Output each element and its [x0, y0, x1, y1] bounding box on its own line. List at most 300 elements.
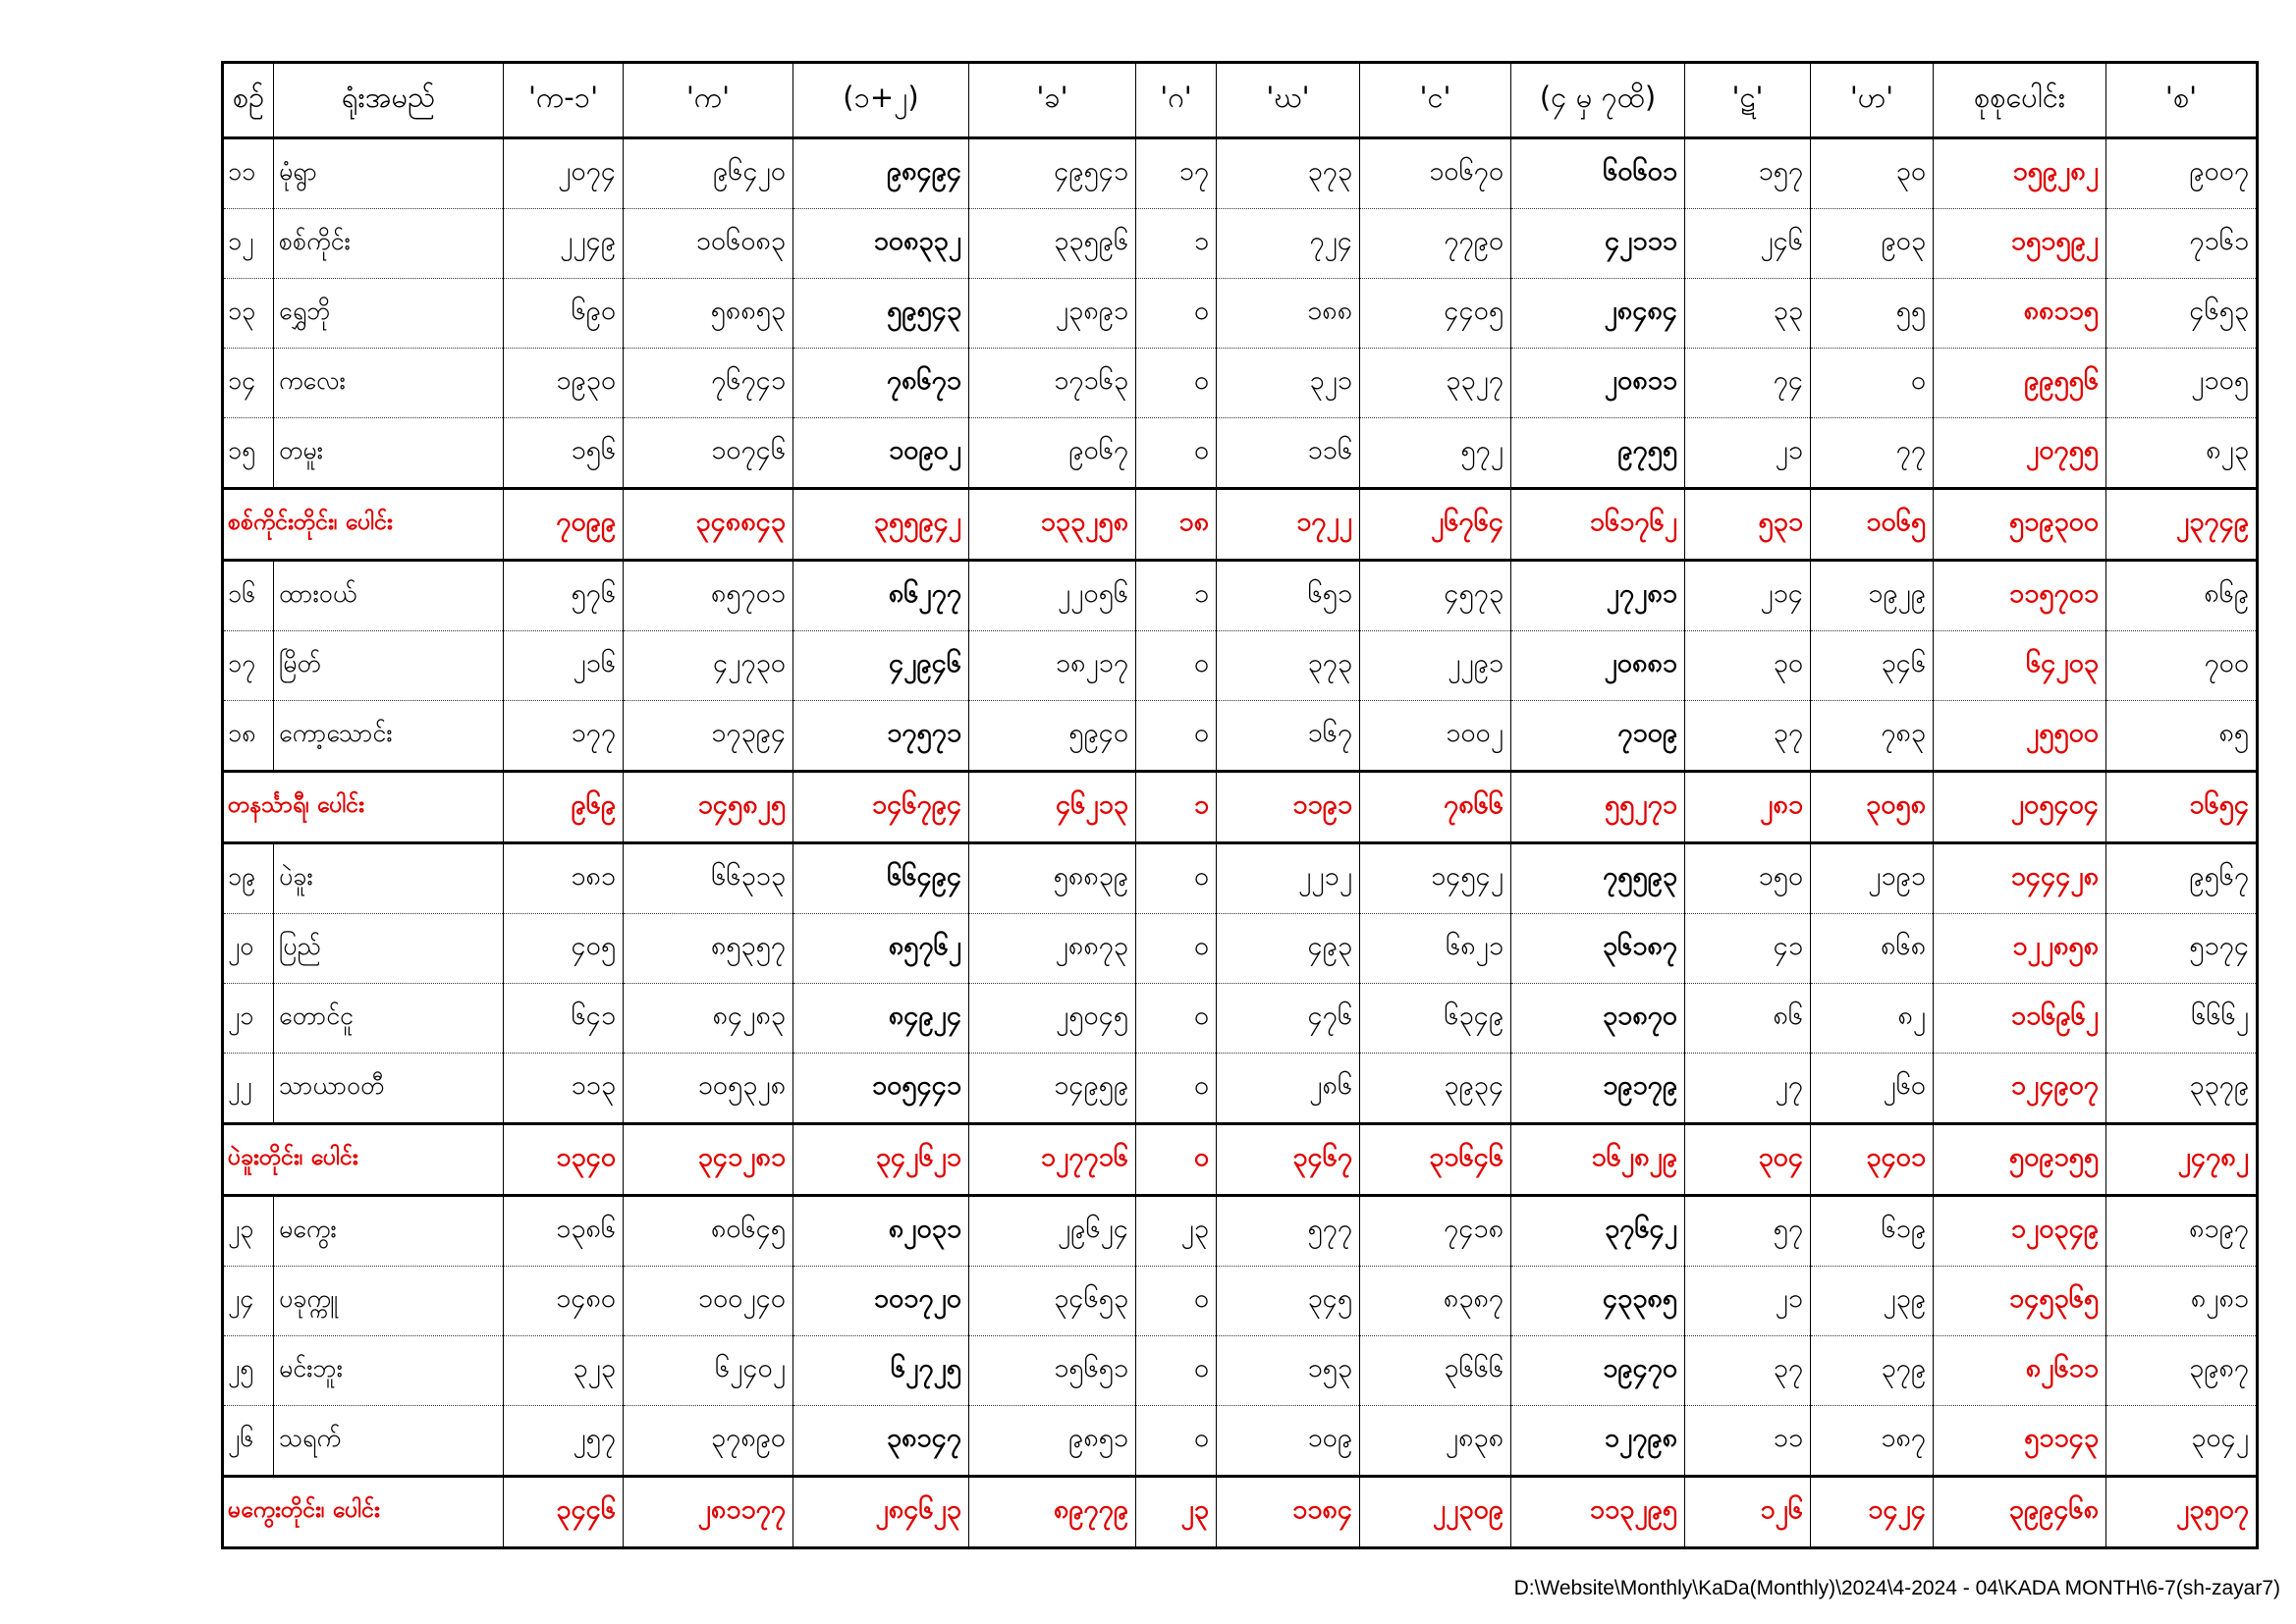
sum-4-7-cell: ၄၂၁၁၁	[1511, 209, 1685, 279]
table-row	[223, 1054, 2258, 1124]
ka-cell: ၁၀၅၃၂၈	[624, 1054, 793, 1124]
tta-cell: ၂၁	[1685, 1267, 1811, 1336]
ka1-cell: ၇၀၉၉	[504, 489, 624, 561]
ha-cell: ၈၂	[1811, 984, 1934, 1054]
kha-cell: ၁၇၁၆၃	[969, 349, 1136, 418]
ka1-cell: ၁၅၆	[504, 418, 624, 489]
nga-cell: ၂၈၃၈	[1360, 1406, 1511, 1477]
ka-cell: ၇၆၇၄၁	[624, 349, 793, 418]
ka1-cell: ၉၆၉	[504, 772, 624, 843]
nga-cell: ၂၂၃၀၉	[1360, 1477, 1511, 1548]
ka-cell: ၃၄၁၂၈၁	[624, 1124, 793, 1196]
nga-cell: ၆၈၂၁	[1360, 914, 1511, 984]
ka-cell: ၅၈၈၅၃	[624, 279, 793, 349]
sa-cell: ၈၂၃	[2106, 418, 2258, 489]
kha-cell: ၃၄၆၅၃	[969, 1267, 1136, 1336]
tta-cell: ၅၃၁	[1685, 489, 1811, 561]
sum-4-7-cell: ၇၅၅၉၃	[1511, 843, 1685, 914]
ha-cell: ၉၀၃	[1811, 209, 1934, 279]
table-row	[223, 1196, 2258, 1267]
subtotal-row	[223, 1124, 2258, 1196]
table-row	[223, 138, 2258, 209]
sum-1-2-cell: ၈၆၂၇၇	[793, 561, 969, 631]
ha-cell: ၇၈၃	[1811, 701, 1934, 772]
ga-cell: ၀	[1136, 1054, 1217, 1124]
ga-cell: ၀	[1136, 914, 1217, 984]
serial-cell: ၁၃	[223, 279, 274, 349]
ha-cell: ၂၁၉၁	[1811, 843, 1934, 914]
kha-cell: ၁၄၉၅၉	[969, 1054, 1136, 1124]
grand-total-cell: ၂၅၅၀၀	[1934, 701, 2106, 772]
ga-cell: ၂၃	[1136, 1477, 1217, 1548]
gha-cell: ၄၇၆	[1217, 984, 1360, 1054]
sa-cell: ၉၅၆၇	[2106, 843, 2258, 914]
ga-cell: ၁၈	[1136, 489, 1217, 561]
gha-cell: ၃၇၃	[1217, 138, 1360, 209]
ka-cell: ၈၀၆၄၅	[624, 1196, 793, 1267]
gha-cell: ၁၁၉၁	[1217, 772, 1360, 843]
table-row	[223, 631, 2258, 701]
serial-cell: ၁၆	[223, 561, 274, 631]
serial-cell: ၁၅	[223, 418, 274, 489]
gha-cell: ၄၉၃	[1217, 914, 1360, 984]
office-name-cell: ကော့သောင်း	[274, 701, 504, 772]
office-name-cell: ပဲခူး	[274, 843, 504, 914]
sum-4-7-cell: ၂၇၂၈၁	[1511, 561, 1685, 631]
tta-cell: ၇၄	[1685, 349, 1811, 418]
sum-4-7-cell: ၉၇၅၅	[1511, 418, 1685, 489]
ka-cell: ၆၂၄၀၂	[624, 1336, 793, 1406]
serial-cell: ၂၄	[223, 1267, 274, 1336]
grand-total-cell: ၈၂၆၁၁	[1934, 1336, 2106, 1406]
tta-cell: ၄၁	[1685, 914, 1811, 984]
ha-cell: ၈၆၈	[1811, 914, 1934, 984]
sum-1-2-cell: ၈၄၉၂၄	[793, 984, 969, 1054]
ka-cell: ၉၆၄၂၀	[624, 138, 793, 209]
table-row	[223, 843, 2258, 914]
ka1-cell: ၁၉၃၀	[504, 349, 624, 418]
serial-cell: ၂၂	[223, 1054, 274, 1124]
sum-4-7-cell: ၁၁၃၂၉၅	[1511, 1477, 1685, 1548]
kha-cell: ၉၈၅၁	[969, 1406, 1136, 1477]
kha-cell: ၅၉၄၀	[969, 701, 1136, 772]
column-header-sum-4-7: (၄ မှ ၇ထိ)	[1511, 63, 1685, 138]
kha-cell: ၂၃၈၉၁	[969, 279, 1136, 349]
nga-cell: ၁၀၀၂	[1360, 701, 1511, 772]
ga-cell: ၀	[1136, 279, 1217, 349]
serial-cell: ၂၅	[223, 1336, 274, 1406]
sa-cell: ၇၁၆၁	[2106, 209, 2258, 279]
table-row	[223, 209, 2258, 279]
tta-cell: ၁၁	[1685, 1406, 1811, 1477]
column-header-sum-1-2: (၁+၂)	[793, 63, 969, 138]
nga-cell: ၃၁၆၄၆	[1360, 1124, 1511, 1196]
kha-cell: ၁၃၃၂၅၈	[969, 489, 1136, 561]
grand-total-cell: ၈၈၁၁၅	[1934, 279, 2106, 349]
tta-cell: ၃၇	[1685, 701, 1811, 772]
kha-cell: ၈၉၇၇၉	[969, 1477, 1136, 1548]
ka1-cell: ၂၀၇၄	[504, 138, 624, 209]
tta-cell: ၂၇	[1685, 1054, 1811, 1124]
ha-cell: ၃၀	[1811, 138, 1934, 209]
office-name-cell: ထားဝယ်	[274, 561, 504, 631]
nga-cell: ၆၃၄၉	[1360, 984, 1511, 1054]
serial-cell: ၁၁	[223, 138, 274, 209]
gha-cell: ၆၅၁	[1217, 561, 1360, 631]
ka1-cell: ၁၁၃	[504, 1054, 624, 1124]
grand-total-cell: ၅၁၁၄၃	[1934, 1406, 2106, 1477]
nga-cell: ၂၂၉၁	[1360, 631, 1511, 701]
sum-4-7-cell: ၃၆၁၈၇	[1511, 914, 1685, 984]
ka1-cell: ၃၂၃	[504, 1336, 624, 1406]
grand-total-cell: ၅၁၉၃၀၀	[1934, 489, 2106, 561]
nga-cell: ၂၆၇၆၄	[1360, 489, 1511, 561]
ha-cell: ၃၀၅၈	[1811, 772, 1934, 843]
subtotal-label: မကွေးတိုင်း၊ ပေါင်း	[223, 1477, 504, 1548]
gha-cell: ၂၈၆	[1217, 1054, 1360, 1124]
tta-cell: ၅၇	[1685, 1196, 1811, 1267]
gha-cell: ၁၀၉	[1217, 1406, 1360, 1477]
column-header-kha: 'ခ'	[969, 63, 1136, 138]
table-row	[223, 1336, 2258, 1406]
grand-total-cell: ၁၁၅၇၀၁	[1934, 561, 2106, 631]
ha-cell: ၃၇၉	[1811, 1336, 1934, 1406]
report-table	[221, 61, 2259, 1549]
sum-4-7-cell: ၂၀၈၁၁	[1511, 349, 1685, 418]
table-row	[223, 701, 2258, 772]
ka-cell: ၄၂၇၃၀	[624, 631, 793, 701]
ka-cell: ၆၆၃၁၃	[624, 843, 793, 914]
grand-total-cell: ၆၄၂၀၃	[1934, 631, 2106, 701]
ha-cell: ၁၄၂၄	[1811, 1477, 1934, 1548]
grand-total-cell: ၁၅၁၅၉၂	[1934, 209, 2106, 279]
gha-cell: ၁၁၆	[1217, 418, 1360, 489]
ga-cell: ၀	[1136, 349, 1217, 418]
tta-cell: ၁၅၀	[1685, 843, 1811, 914]
kha-cell: ၃၃၅၉၆	[969, 209, 1136, 279]
ka1-cell: ၂၂၄၉	[504, 209, 624, 279]
sa-cell: ၂၄၇၈၂	[2106, 1124, 2258, 1196]
tta-cell: ၁၂၆	[1685, 1477, 1811, 1548]
nga-cell: ၇၇၉၀	[1360, 209, 1511, 279]
sa-cell: ၆၆၆၂	[2106, 984, 2258, 1054]
ka1-cell: ၁၃၄၀	[504, 1124, 624, 1196]
tta-cell: ၂၈၁	[1685, 772, 1811, 843]
ha-cell: ၃၄၆	[1811, 631, 1934, 701]
sum-4-7-cell: ၆၀၆၀၁	[1511, 138, 1685, 209]
column-header-ka1: 'က-၁'	[504, 63, 624, 138]
table-row	[223, 914, 2258, 984]
kha-cell: ၄၆၂၁၃	[969, 772, 1136, 843]
column-header-ga: 'ဂ'	[1136, 63, 1217, 138]
kha-cell: ၁၈၂၁၇	[969, 631, 1136, 701]
serial-cell: ၁၂	[223, 209, 274, 279]
sum-4-7-cell: ၄၃၃၈၅	[1511, 1267, 1685, 1336]
sum-4-7-cell: ၁၉၁၇၉	[1511, 1054, 1685, 1124]
grand-total-cell: ၁၁၆၉၆၂	[1934, 984, 2106, 1054]
column-header-serial: စဉ်	[223, 63, 274, 138]
kha-cell: ၂၂၀၅၆	[969, 561, 1136, 631]
column-header-grand-total: စုစုပေါင်း	[1934, 63, 2106, 138]
gha-cell: ၃၇၃	[1217, 631, 1360, 701]
table-body	[223, 138, 2258, 1548]
gha-cell: ၁၁၈၄	[1217, 1477, 1360, 1548]
sa-cell: ၃၉၈၇	[2106, 1336, 2258, 1406]
serial-cell: ၂၃	[223, 1196, 274, 1267]
serial-cell: ၁၈	[223, 701, 274, 772]
nga-cell: ၃၉၃၄	[1360, 1054, 1511, 1124]
sa-cell: ၉၀၀၇	[2106, 138, 2258, 209]
sum-4-7-cell: ၇၁၀၉	[1511, 701, 1685, 772]
sum-1-2-cell: ၁၀၁၇၂၀	[793, 1267, 969, 1336]
gha-cell: ၃၄၆၇	[1217, 1124, 1360, 1196]
ka-cell: ၁၄၅၈၂၅	[624, 772, 793, 843]
gha-cell: ၁၅၃	[1217, 1336, 1360, 1406]
sum-4-7-cell: ၅၅၂၇၁	[1511, 772, 1685, 843]
subtotal-row	[223, 1477, 2258, 1548]
gha-cell: ၅၇၇	[1217, 1196, 1360, 1267]
nga-cell: ၃၃၂၇	[1360, 349, 1511, 418]
ka1-cell: ၃၄၄၆	[504, 1477, 624, 1548]
ha-cell: ၂၃၉	[1811, 1267, 1934, 1336]
gha-cell: ၁၈၈	[1217, 279, 1360, 349]
ka-cell: ၈၅၇၀၁	[624, 561, 793, 631]
office-name-cell: ရွှေဘို	[274, 279, 504, 349]
ga-cell: ၂၃	[1136, 1196, 1217, 1267]
ka-cell: ၈၄၂၈၃	[624, 984, 793, 1054]
table-row	[223, 349, 2258, 418]
ka-cell: ၁၀၇၄၆	[624, 418, 793, 489]
kha-cell: ၁၂၇၇၁၆	[969, 1124, 1136, 1196]
office-name-cell: သရက်	[274, 1406, 504, 1477]
ka-cell: ၃၄၈၈၄၃	[624, 489, 793, 561]
grand-total-cell: ၂၀၅၄၀၄	[1934, 772, 2106, 843]
sum-4-7-cell: ၃၁၈၇၀	[1511, 984, 1685, 1054]
sum-4-7-cell: ၂၀၈၈၁	[1511, 631, 1685, 701]
column-header-office-name: ရုံးအမည်	[274, 63, 504, 138]
ha-cell: ၁၀၆၅	[1811, 489, 1934, 561]
grand-total-cell: ၉၉၅၅၆	[1934, 349, 2106, 418]
office-name-cell: မကွေး	[274, 1196, 504, 1267]
sum-4-7-cell: ၁၉၄၇၀	[1511, 1336, 1685, 1406]
office-name-cell: တမူး	[274, 418, 504, 489]
grand-total-cell: ၁၄၄၄၂၈	[1934, 843, 2106, 914]
sa-cell: ၂၁၀၅	[2106, 349, 2258, 418]
sa-cell: ၄၆၅၃	[2106, 279, 2258, 349]
ka1-cell: ၅၇၆	[504, 561, 624, 631]
subtotal-label: တနင်္သာရီ၊ ပေါင်း	[223, 772, 504, 843]
kha-cell: ၅၈၈၃၉	[969, 843, 1136, 914]
header-row	[223, 63, 2258, 138]
office-name-cell: မြိတ်	[274, 631, 504, 701]
nga-cell: ၅၇၂	[1360, 418, 1511, 489]
gha-cell: ၃၂၁	[1217, 349, 1360, 418]
office-name-cell: ပြည်	[274, 914, 504, 984]
tta-cell: ၃၃	[1685, 279, 1811, 349]
sa-cell: ၃၀၄၂	[2106, 1406, 2258, 1477]
ka1-cell: ၁၇၇	[504, 701, 624, 772]
table-row	[223, 418, 2258, 489]
office-name-cell: မုံရွာ	[274, 138, 504, 209]
nga-cell: ၈၃၈၇	[1360, 1267, 1511, 1336]
sa-cell: ၈၅	[2106, 701, 2258, 772]
ha-cell: ၆၁၉	[1811, 1196, 1934, 1267]
ka-cell: ၁၇၃၉၄	[624, 701, 793, 772]
ga-cell: ၀	[1136, 1267, 1217, 1336]
column-header-sa: 'စ'	[2106, 63, 2258, 138]
sa-cell: ၂၃၅၀၇	[2106, 1477, 2258, 1548]
kha-cell: ၂၉၆၂၄	[969, 1196, 1136, 1267]
sum-4-7-cell: ၁၂၇၉၈	[1511, 1406, 1685, 1477]
serial-cell: ၂၀	[223, 914, 274, 984]
ga-cell: ၀	[1136, 843, 1217, 914]
ka1-cell: ၂၅၇	[504, 1406, 624, 1477]
ga-cell: ၀	[1136, 1124, 1217, 1196]
nga-cell: ၁၀၆၇၀	[1360, 138, 1511, 209]
kha-cell: ၂၅၀၄၅	[969, 984, 1136, 1054]
sa-cell: ၂၃၇၄၉	[2106, 489, 2258, 561]
sa-cell: ၅၁၇၄	[2106, 914, 2258, 984]
subtotal-row	[223, 489, 2258, 561]
ka1-cell: ၁၈၁	[504, 843, 624, 914]
ha-cell: ၁၈၇	[1811, 1406, 1934, 1477]
sum-1-2-cell: ၅၉၅၄၃	[793, 279, 969, 349]
serial-cell: ၁၄	[223, 349, 274, 418]
office-name-cell: ကလေး	[274, 349, 504, 418]
serial-cell: ၂၁	[223, 984, 274, 1054]
ka1-cell: ၁၃၈၆	[504, 1196, 624, 1267]
column-header-ka: 'က'	[624, 63, 793, 138]
ga-cell: ၁	[1136, 561, 1217, 631]
subtotal-label: ပဲခူးတိုင်း၊ ပေါင်း	[223, 1124, 504, 1196]
sum-1-2-cell: ၃၄၂၆၂၁	[793, 1124, 969, 1196]
ga-cell: ၀	[1136, 418, 1217, 489]
grand-total-cell: ၅၀၉၁၅၅	[1934, 1124, 2106, 1196]
ha-cell: ၂၆၀	[1811, 1054, 1934, 1124]
sum-4-7-cell: ၁၆၂၈၂၉	[1511, 1124, 1685, 1196]
tta-cell: ၃၀	[1685, 631, 1811, 701]
nga-cell: ၇၈၆၆	[1360, 772, 1511, 843]
office-name-cell: တောင်ငူ	[274, 984, 504, 1054]
sum-1-2-cell: ၉၈၄၉၄	[793, 138, 969, 209]
sum-1-2-cell: ၆၆၄၉၄	[793, 843, 969, 914]
sum-1-2-cell: ၁၀၉၀၂	[793, 418, 969, 489]
ka-cell: ၈၅၃၅၇	[624, 914, 793, 984]
serial-cell: ၂၆	[223, 1406, 274, 1477]
ha-cell: ၀	[1811, 349, 1934, 418]
ka-cell: ၁၀၀၂၄၀	[624, 1267, 793, 1336]
gha-cell: ၁၇၂၂	[1217, 489, 1360, 561]
sum-1-2-cell: ၆၂၇၂၅	[793, 1336, 969, 1406]
sa-cell: ၈၁၉၇	[2106, 1196, 2258, 1267]
sa-cell: ၃၃၇၉	[2106, 1054, 2258, 1124]
ka1-cell: ၂၁၆	[504, 631, 624, 701]
tta-cell: ၁၅၇	[1685, 138, 1811, 209]
sa-cell: ၇၀၀	[2106, 631, 2258, 701]
table-row	[223, 561, 2258, 631]
sum-1-2-cell: ၃၅၅၉၄၂	[793, 489, 969, 561]
sa-cell: ၁၆၅၄	[2106, 772, 2258, 843]
sum-4-7-cell: ၂၈၄၈၄	[1511, 279, 1685, 349]
nga-cell: ၄၄၀၅	[1360, 279, 1511, 349]
ka-cell: ၂၈၁၁၇၇	[624, 1477, 793, 1548]
ka-cell: ၁၀၆၀၈၃	[624, 209, 793, 279]
sum-1-2-cell: ၃၈၁၄၇	[793, 1406, 969, 1477]
office-name-cell: ပခုက္ကူ	[274, 1267, 504, 1336]
gha-cell: ၃၄၅	[1217, 1267, 1360, 1336]
ga-cell: ၁	[1136, 772, 1217, 843]
kha-cell: ၉၀၆၇	[969, 418, 1136, 489]
serial-cell: ၁၉	[223, 843, 274, 914]
subtotal-row	[223, 772, 2258, 843]
tta-cell: ၃၀၄	[1685, 1124, 1811, 1196]
tta-cell: ၈၆	[1685, 984, 1811, 1054]
subtotal-label: စစ်ကိုင်းတိုင်း၊ ပေါင်း	[223, 489, 504, 561]
ka-cell: ၃၇၈၉၀	[624, 1406, 793, 1477]
ha-cell: ၅၅	[1811, 279, 1934, 349]
sum-1-2-cell: ၁၄၆၇၉၄	[793, 772, 969, 843]
column-header-gha: 'ဃ'	[1217, 63, 1360, 138]
ha-cell: ၇၇	[1811, 418, 1934, 489]
ga-cell: ၁၇	[1136, 138, 1217, 209]
sa-cell: ၈၆၉	[2106, 561, 2258, 631]
ga-cell: ၀	[1136, 701, 1217, 772]
sum-4-7-cell: ၃၇၆၄၂	[1511, 1196, 1685, 1267]
table-row	[223, 279, 2258, 349]
nga-cell: ၁၄၅၄၂	[1360, 843, 1511, 914]
column-header-ha: 'ဟ'	[1811, 63, 1934, 138]
sum-1-2-cell: ၈၂၀၃၁	[793, 1196, 969, 1267]
sum-1-2-cell: ၇၈၆၇၁	[793, 349, 969, 418]
nga-cell: ၇၄၁၈	[1360, 1196, 1511, 1267]
gha-cell: ၇၂၄	[1217, 209, 1360, 279]
ga-cell: ၀	[1136, 1336, 1217, 1406]
sum-1-2-cell: ၄၂၉၄၆	[793, 631, 969, 701]
grand-total-cell: ၁၅၉၂၈၂	[1934, 138, 2106, 209]
ha-cell: ၁၉၂၉	[1811, 561, 1934, 631]
kha-cell: ၄၉၅၄၁	[969, 138, 1136, 209]
sum-1-2-cell: ၁၀၈၃၃၂	[793, 209, 969, 279]
tta-cell: ၃၇	[1685, 1336, 1811, 1406]
ka1-cell: ၄၀၅	[504, 914, 624, 984]
table-row	[223, 1267, 2258, 1336]
ga-cell: ၀	[1136, 1406, 1217, 1477]
grand-total-cell: ၁၂၄၉၀၇	[1934, 1054, 2106, 1124]
column-header-nga: 'င'	[1360, 63, 1511, 138]
kha-cell: ၂၈၈၇၃	[969, 914, 1136, 984]
ga-cell: ၁	[1136, 209, 1217, 279]
ga-cell: ၀	[1136, 984, 1217, 1054]
ka1-cell: ၁၄၈၀	[504, 1267, 624, 1336]
office-name-cell: စစ်ကိုင်း	[274, 209, 504, 279]
sum-4-7-cell: ၁၆၁၇၆၂	[1511, 489, 1685, 561]
grand-total-cell: ၁၄၅၃၆၅	[1934, 1267, 2106, 1336]
table-row	[223, 984, 2258, 1054]
grand-total-cell: ၂၀၇၅၅	[1934, 418, 2106, 489]
sa-cell: ၈၂၈၁	[2106, 1267, 2258, 1336]
gha-cell: ၂၂၁၂	[1217, 843, 1360, 914]
sum-1-2-cell: ၈၅၇၆၂	[793, 914, 969, 984]
file-path-footer: D:\Website\Monthly\KaDa(Monthly)\2024\4-2024 - 04\KADA MONTH\6-7(sh-zayar7)	[1513, 1577, 2280, 1599]
serial-cell: ၁၇	[223, 631, 274, 701]
tta-cell: ၂၁	[1685, 418, 1811, 489]
gha-cell: ၁၆၇	[1217, 701, 1360, 772]
grand-total-cell: ၁၂၀၃၄၉	[1934, 1196, 2106, 1267]
sum-1-2-cell: ၁၀၅၄၄၁	[793, 1054, 969, 1124]
sum-1-2-cell: ၁၇၅၇၁	[793, 701, 969, 772]
nga-cell: ၄၅၇၃	[1360, 561, 1511, 631]
ka1-cell: ၆၉၀	[504, 279, 624, 349]
